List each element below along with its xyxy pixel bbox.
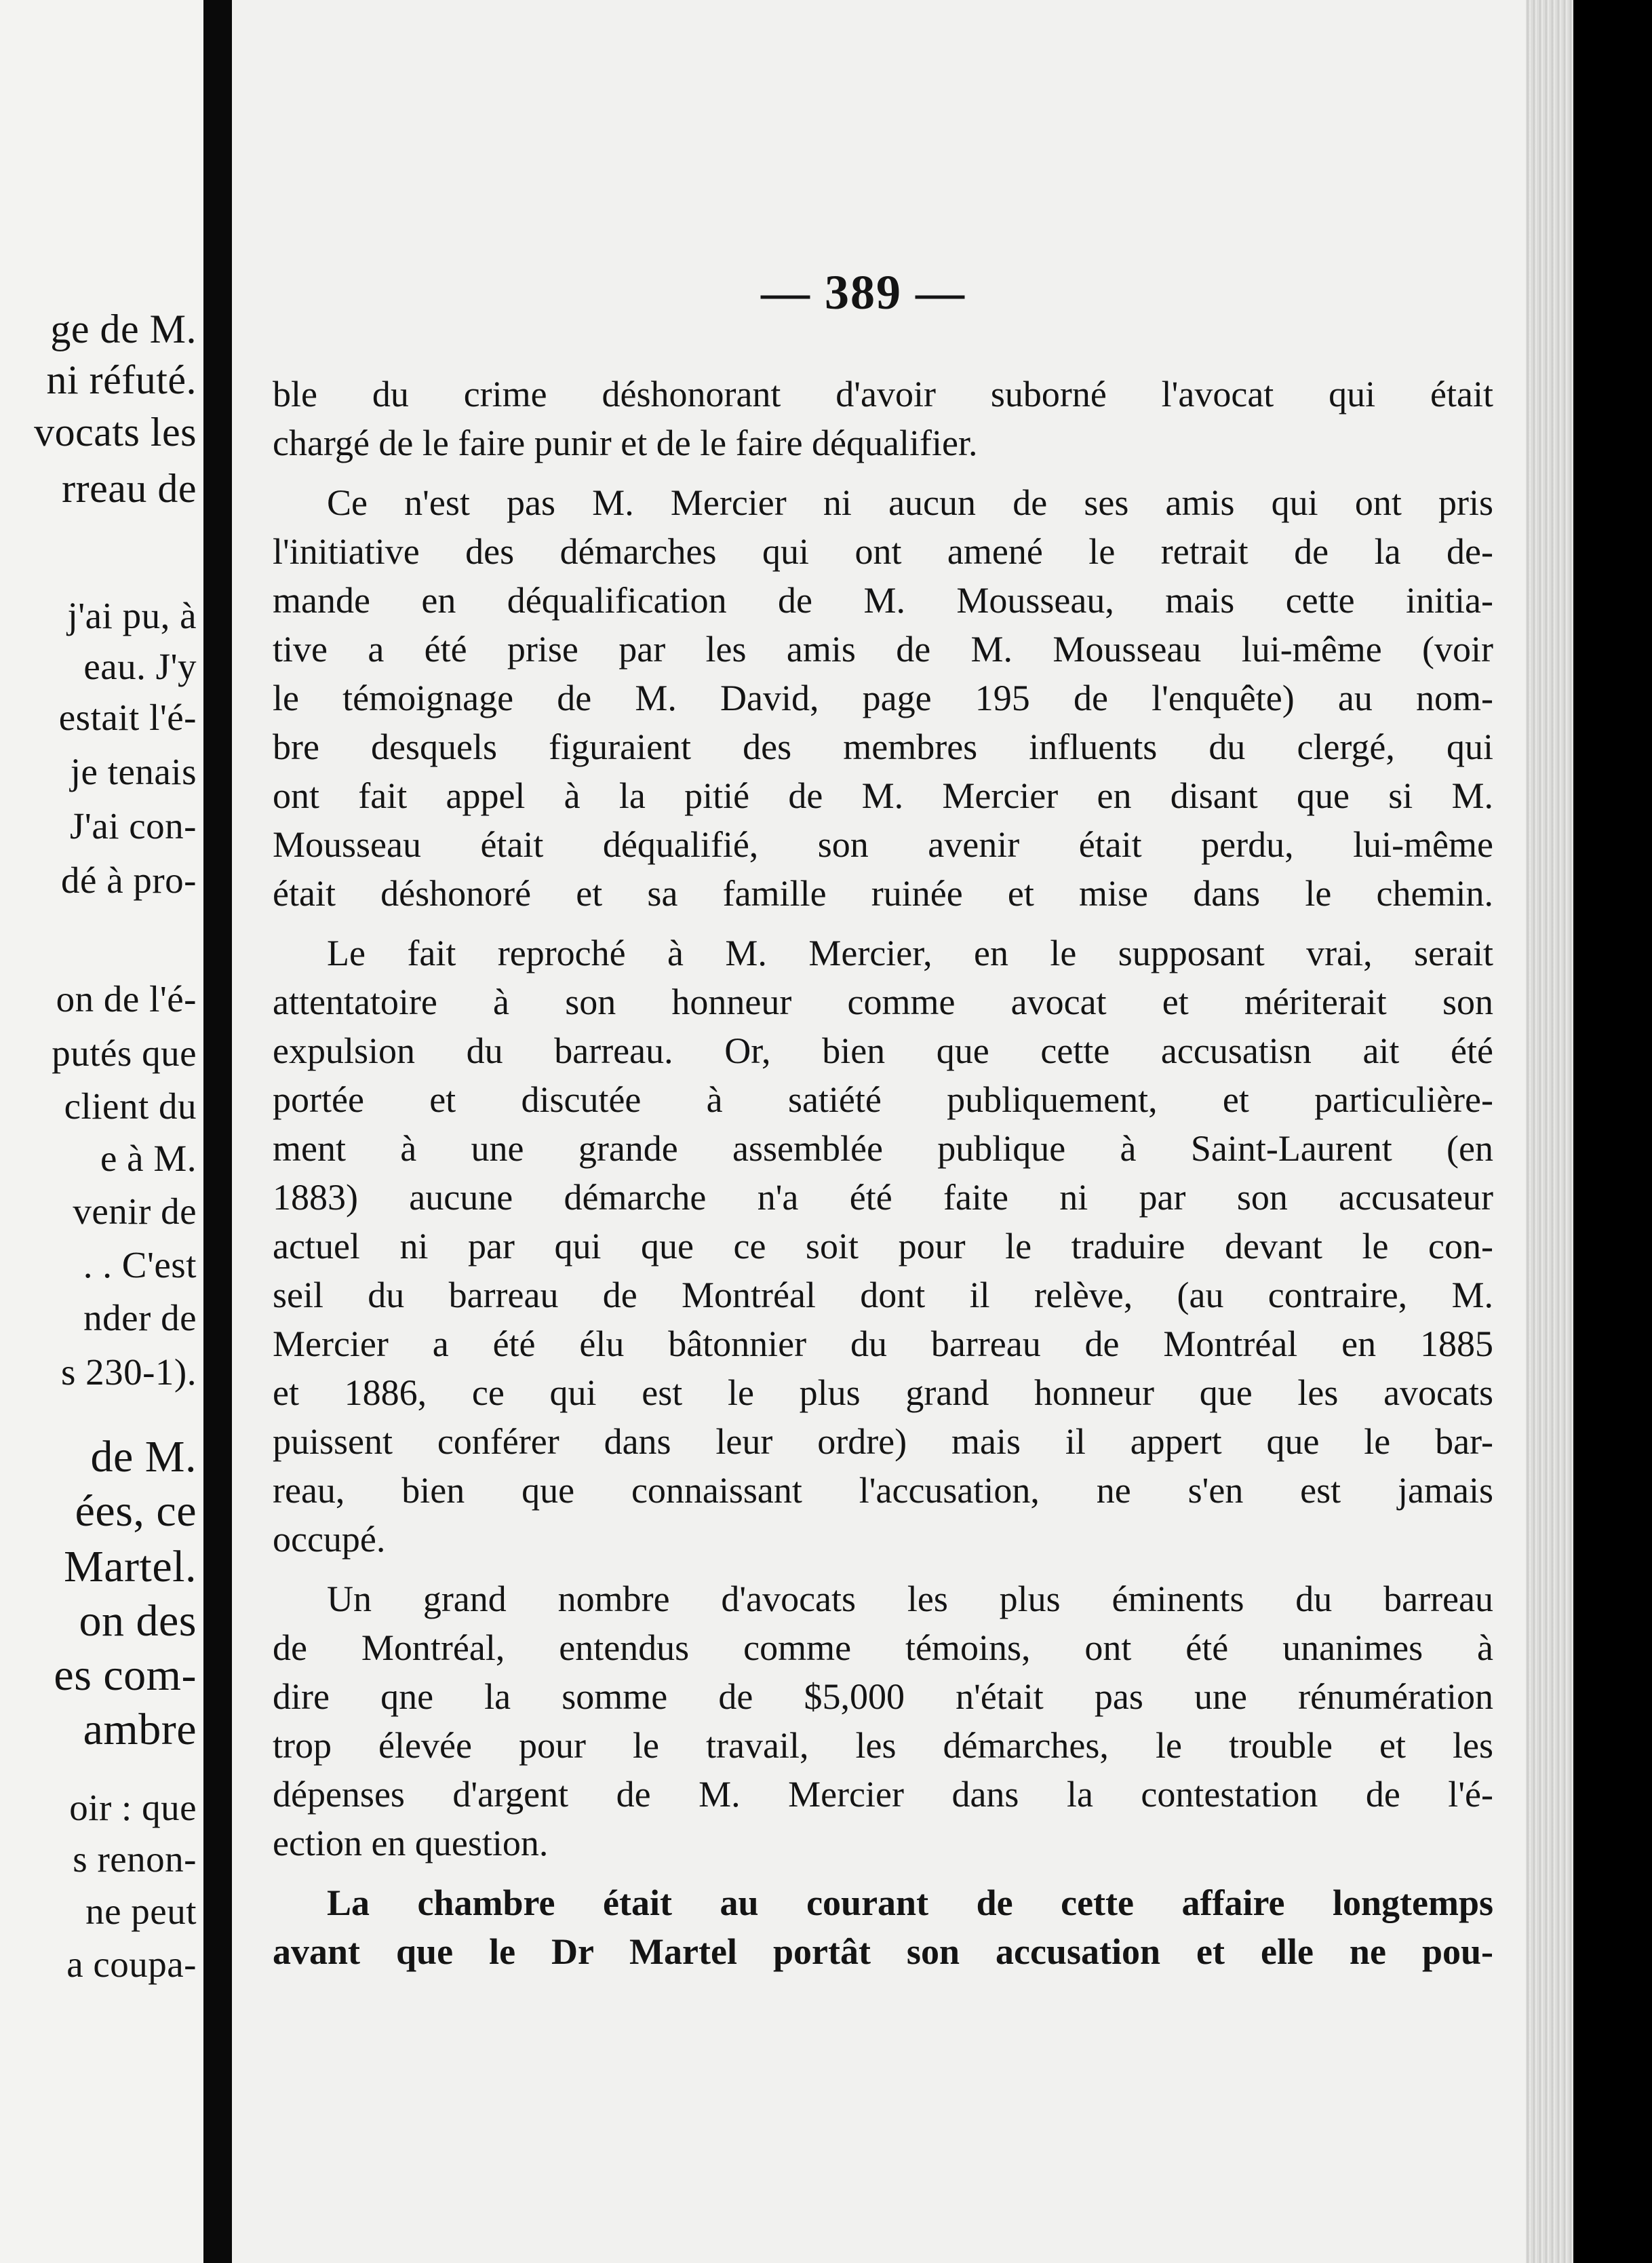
facing-line: J'ai con- [70,805,197,847]
text-line: dépenses d'argent de M. Mercier dans la contestation de l'é- [273,1774,1493,1815]
text-line: attentatoire à son honneur comme avocat et mériterait son [273,982,1493,1022]
facing-line: . . C'est [83,1244,197,1285]
paragraph [273,370,1493,467]
text-line: était déshonoré et sa famille ruinée et mise dans le chemin. [273,873,1493,914]
facing-line: je tenais [70,751,197,792]
text-line: reau, bien que connaissant l'accusation, ne s'en est jamais [273,1470,1493,1511]
facing-line: ge de M. [50,307,197,351]
facing-line: estait l'é- [58,697,197,738]
facing-line: ne peut [85,1891,197,1932]
text-line: La chambre était au courant de cette affaire longtemps [327,1882,1493,1923]
page-edges [1526,0,1573,2263]
text-line: occupé. [273,1519,386,1560]
text-line: bre desquels figuraient des membres influents du clergé, qui [273,727,1493,767]
text-line: avant que le Dr Martel portât son accusation et elle ne pou- [273,1931,1493,1972]
text-line: Mousseau était déqualifié, son avenir était perdu, lui-même [273,824,1493,865]
facing-line: a coupa- [66,1943,197,1985]
paragraph [273,478,1493,918]
scan-border-right [1573,0,1652,2263]
facing-line: venir de [73,1191,197,1232]
page-body [273,370,1493,1976]
facing-line: client du [64,1085,197,1127]
text-line: seil du barreau de Montréal dont il relève, (au contraire, M. [273,1275,1493,1315]
facing-line: vocats les [34,410,197,454]
facing-line: putés que [52,1032,197,1074]
text-line: ment à une grande assemblée publique à Saint-Laurent (en [273,1128,1493,1169]
text-line: Le fait reproché à M. Mercier, en le supposant vrai, serait [327,933,1493,973]
facing-line: Martel. [64,1542,197,1591]
text-line: 1883) aucune démarche n'a été faite ni par son accusateur [273,1177,1493,1218]
paragraph [273,1574,1493,1868]
facing-line: e à M. [100,1138,197,1179]
text-line: puissent conférer dans leur ordre) mais il appert que le bar- [273,1421,1493,1462]
text-line: portée et discutée à satiété publiquement, et particulière- [273,1079,1493,1120]
text-line: Ce n'est pas M. Mercier ni aucun de ses amis qui ont pris [327,482,1493,523]
text-line: et 1886, ce qui est le plus grand honneur que les avocats [273,1372,1493,1413]
facing-line: ées, ce [75,1486,197,1536]
facing-line: ambre [83,1705,197,1754]
facing-line: nder de [83,1297,197,1338]
text-line: Mercier a été élu bâtonnier du barreau de Montréal en 1885 [273,1323,1493,1364]
facing-line: ni réfuté. [46,357,197,402]
paragraph [273,929,1493,1564]
facing-line: dé à pro- [61,859,197,901]
text-line: dire qne la somme de $5,000 n'était pas une rénumération [273,1676,1493,1717]
paragraph [273,1878,1493,1976]
page-number: — 389 — [761,265,966,320]
text-line: Un grand nombre d'avocats les plus éminents du barreau [327,1579,1493,1619]
facing-line: j'ai pu, à [67,595,197,636]
text-line: expulsion du barreau. Or, bien que cette accusatisn ait été [273,1030,1493,1071]
book-gutter [203,0,232,2263]
facing-line: eau. J'y [83,646,197,687]
text-line: de Montréal, entendus comme témoins, ont été unanimes à [273,1627,1493,1668]
facing-line: on de l'é- [56,978,197,1020]
text-line: l'initiative des démarches qui ont amené le retrait de la de- [273,531,1493,572]
facing-line: es com- [54,1650,197,1700]
book-page [232,0,1573,2263]
facing-line: on des [79,1596,197,1646]
text-line: le témoignage de M. David, page 195 de l'enquête) au nom- [273,678,1493,718]
text-line: chargé de le faire punir et de le faire déqualifier. [273,423,978,463]
text-line: actuel ni par qui que ce soit pour le traduire devant le con- [273,1226,1493,1266]
text-line: tive a été prise par les amis de M. Mousseau lui-même (voir [273,629,1493,670]
facing-line: rreau de [62,466,197,511]
facing-line: de M. [90,1432,197,1482]
text-line: trop élevée pour le travail, les démarches, le trouble et les [273,1725,1493,1766]
text-line: ble du crime déshonorant d'avoir suborné l'avocat qui était [273,374,1493,414]
text-line: ection en question. [273,1823,549,1863]
text-line: ont fait appel à la pitié de M. Mercier en disant que si M. [273,775,1493,816]
text-line: mande en déqualification de M. Mousseau, mais cette initia- [273,580,1493,621]
facing-line: oir : que [69,1787,197,1828]
facing-page-left [0,0,203,2263]
facing-line: s renon- [73,1838,197,1880]
facing-line: s 230-1). [60,1351,197,1393]
